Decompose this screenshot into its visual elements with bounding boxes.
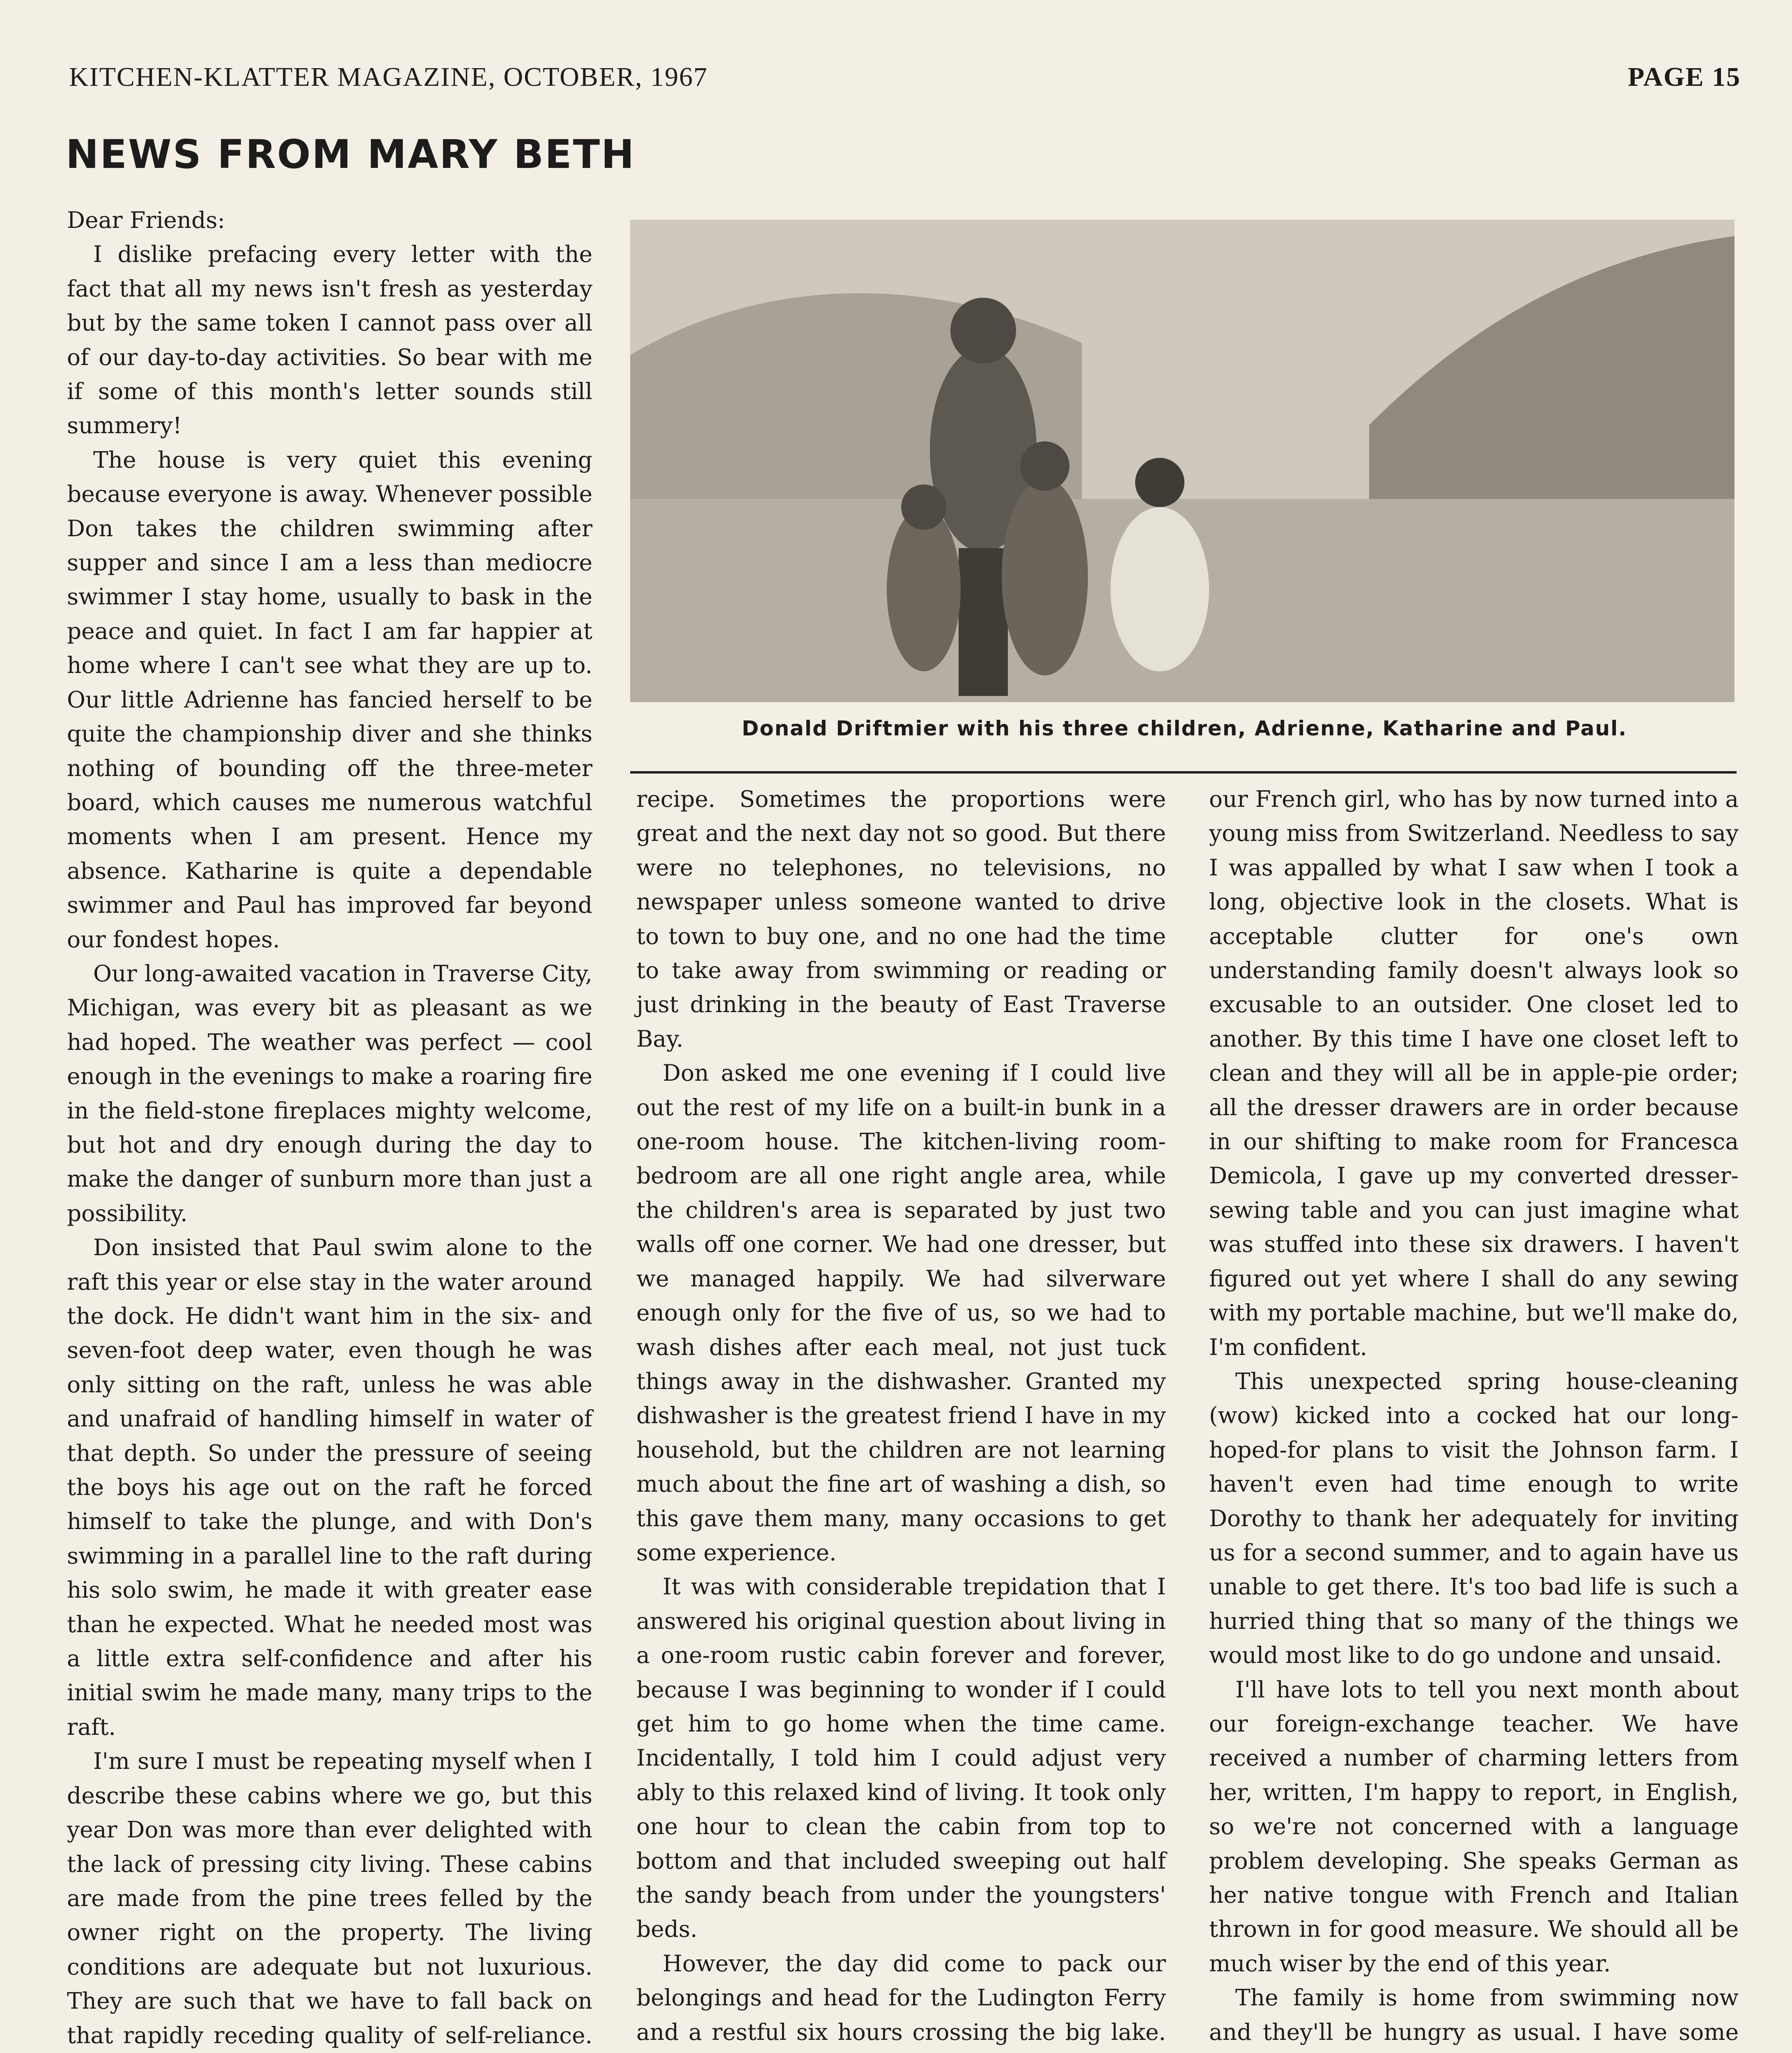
column-3 <box>1209 782 1739 2053</box>
magazine-issue-line: KITCHEN-KLATTER MAGAZINE, OCTOBER, 1967 <box>69 62 708 92</box>
paragraph: It was with considerable trepidation that I answered his original question about living in a one-room rustic cabin forever and forever, because I was beginning to wonder if I could get him to go home when the time came. Incidentally, I told him I could adjust very ably to this relaxed kind of living. It took only one hour to clean the cabin from top to bottom and that included sweeping out half the sandy beach from under the youngsters' beds. <box>636 1573 1166 1943</box>
paragraph: The house is very quiet this evening because everyone is away. Whenever possible Don takes the children swimming after supper and since I am a less than mediocre swimmer I stay home, usually to bask in the peace and quiet. In fact I am far happier at home where I can't see what they are up to. Our little Adrienne has fancied herself to be quite the championship diver and she thinks nothing of bounding off the three-meter board, which causes me numerous watchful moments when I am present. Hence my absence. Katharine is quite a dependable swimmer and Paul has improved far beyond our fondest hopes. <box>67 446 592 953</box>
salutation: Dear Friends: <box>67 207 225 233</box>
paragraph: I dislike prefacing every letter with the fact that all my news isn't fresh as yesterday but by the same token I cannot pass over all of our day-to-day activities. So bear with me if some of this month's letter sounds still summery! <box>67 241 592 439</box>
paragraph: Don asked me one evening if I could live out the rest of my life on a built-in bunk in a one-room house. The kitchen-living room-bedroom are all one right angle area, while the children's area is separated by just two walls off one corner. We had one dresser, but we managed happily. We had silverware enough only for the five of us, so we had to wash dishes after each meal, not just tuck things away in the dishwasher. Granted my dishwasher is the greatest friend I have in my household, but the children are not learning much about the fine art of washing a dish, so this gave them many, many occasions to get some experience. <box>636 1060 1166 1566</box>
photo-caption: Donald Driftmier with his three children, Adrienne, Katharine and Paul. <box>741 716 1627 740</box>
column-divider-rule <box>630 771 1737 774</box>
page-header <box>69 62 1741 99</box>
paragraph: I'll have lots to tell you next month about our foreign-exchange teacher. We have received a number of charming letters from her, written, I'm happy to report, in English, so we're not concerned with a language problem developing. She speaks German as her native tongue with French and Italian thrown in for good measure. We should all be much wiser by the end of this year. <box>1209 1676 1739 1977</box>
column-1 <box>67 203 592 2053</box>
family-photo <box>630 220 1735 702</box>
paragraph: recipe. Sometimes the proportions were great and the next day not so good. But there were no telephones, no televisions, no newspaper unless someone wanted to drive to town to buy one, and no one had the time to take away from swimming or reading or just drinking in the beauty of East Traverse Bay. <box>636 786 1166 1052</box>
paragraph: Don insisted that Paul swim alone to the raft this year or else stay in the water around the dock. He didn't want him in the six- and seven-foot deep water, even though he was only sitting on the raft, unless he was able and unafraid of handling himself in water of that depth. So under the pressure of seeing the boys his age out on the raft he forced himself to take the plunge, and with Don's swimming in a parallel line to the raft during his solo swim, he made it with greater ease than he expected. What he needed most was a little extra self-confidence and after his initial swim he made many, many trips to the raft. <box>67 1234 592 1740</box>
column-2 <box>636 782 1166 2053</box>
paragraph: Our long-awaited vacation in Traverse City, Michigan, was every bit as pleasant as we had hoped. The weather was perfect — cool enough in the evenings to make a roaring fire in the field-stone fireplaces mighty welcome, but hot and dry enough during the day to make the danger of sunburn more than just a possibility. <box>67 960 592 1226</box>
paragraph: I'm sure I must be repeating myself when I describe these cabins where we go, but this year Don was more than ever delighted with the lack of pressing city living. These cabins are made from the pine trees felled by the owner right on the property. The living conditions are adequate but not luxurious. They are such that we have to fall back on that rapidly receding quality of self-reliance. <box>67 1748 592 2048</box>
paragraph: However, the day did come to pack our belongings and head for the Ludington Ferry and a restful six hours crossing the big lake. <box>636 1950 1166 2045</box>
paragraph: This unexpected spring house-cleaning (wow) kicked into a cocked hat our long-hoped-for plans to visit the Johnson farm. I haven't even had time enough to write Dorothy to thank her adequately for inviting us for a second summer, and to again have us unable to get there. It's too bad life is such a hurried thing that so many of the things we would most like to do go undone and unsaid. <box>1209 1368 1739 1669</box>
paragraph: our French girl, who has by now turned into a young miss from Switzerland. Needless to say I was appalled by what I saw when I took a long, objective look in the closets. What is acceptable clutter for one's own understanding family doesn't always look so excusable to an outsider. One closet led to another. By this time I have one closet left to clean and they will all be in apple-pie order; all the dresser drawers are in order because in our shifting to make room for Francesca Demicola, I gave up my converted dresser-sewing table and you can just imagine what was stuffed into these six drawers. I haven't figured out yet where I shall do any sewing with my portable machine, but we'll make do, I'm confident. <box>1209 786 1739 1360</box>
page-number: PAGE 15 <box>1628 62 1741 92</box>
article-title: NEWS FROM MARY BETH <box>66 131 636 177</box>
paragraph: The family is home from swimming now and they'll be hungry as usual. I have some <box>1209 1984 1739 2045</box>
photo-illustration <box>630 220 1735 702</box>
